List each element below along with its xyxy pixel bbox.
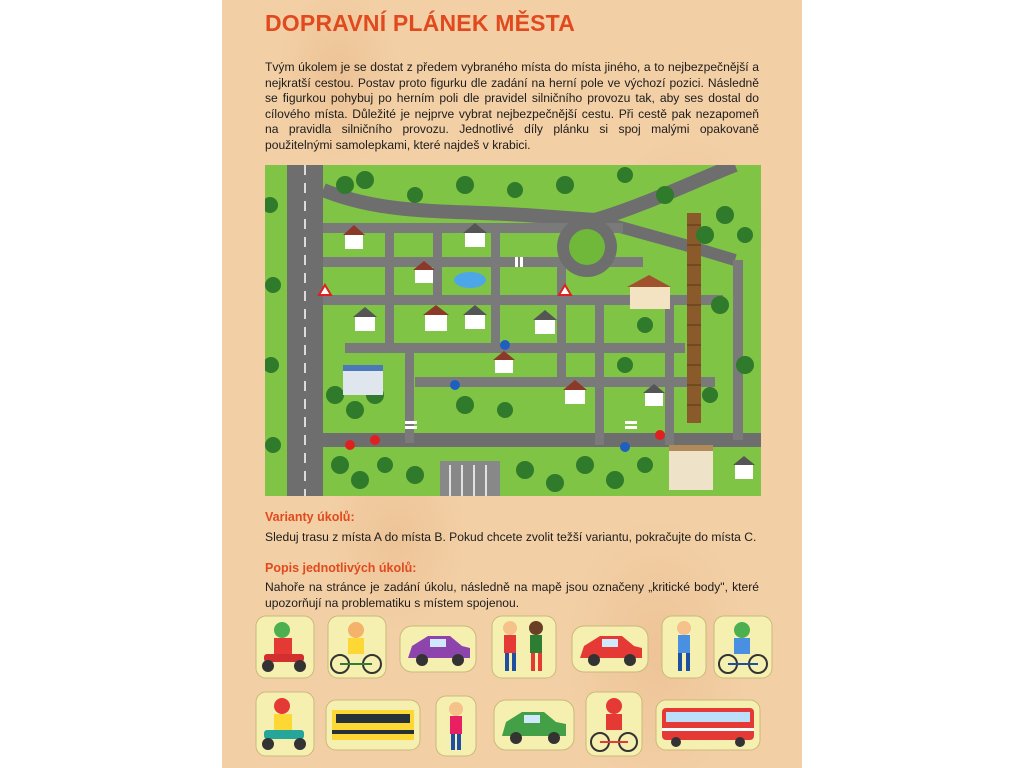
variants-text: Sleduj trasu z místa A do místa B. Pokud chcete zvolit težší variantu, pokračujte do místa C. (265, 530, 757, 544)
document-page (222, 0, 802, 768)
description-text: Nahoře na stránce je zadání úkolu, následně na mapě jsou označeny „kritické body", které upozorňují na problematiku s místem spojenou. (265, 580, 759, 610)
cyclist-sticker (586, 692, 642, 756)
pedestrian-boy-sticker (662, 616, 706, 678)
green-car-sticker (494, 700, 574, 750)
variants-heading: Varianty úkolů: (265, 510, 355, 524)
girl-sticker (436, 696, 476, 756)
description-heading: Popis jednotlivých úkolů: (265, 561, 417, 575)
red-car-sticker (572, 626, 648, 672)
scooter-girl-sticker (256, 692, 314, 756)
cyclist-boy-sticker (714, 616, 772, 678)
tram-sticker (326, 700, 420, 750)
purple-car-sticker (400, 626, 476, 672)
sticker-illustrations (252, 612, 792, 762)
cyclist-girl-sticker (328, 616, 386, 678)
bus-sticker (656, 700, 760, 750)
scooter-rider-sticker (256, 616, 314, 678)
page-title: DOPRAVNÍ PLÁNEK MĚSTA (265, 10, 576, 36)
city-traffic-map (265, 165, 761, 496)
walking-children-sticker (492, 616, 556, 678)
intro-paragraph: Tvým úkolem je se dostat z předem vybraného místa do místa jiného, a to nejbezpečnější a nejkratší cestou. Postav proto figurku dle zadání na herní pole ve výchozí pozici. Následně se figurkou pohybuj po herním poli dle pravidel silničního provozu tak, aby ses dostal do cílového místa. Důležité je nejprve vybrat nejbezpečnější cestu. Při cestě pak nezapomeň na pravidla silničního provozu. Jednotlivé díly plánku si spoj malými opakovaně použitelnými samolepkami, které najdeš v krabici. (265, 60, 759, 152)
